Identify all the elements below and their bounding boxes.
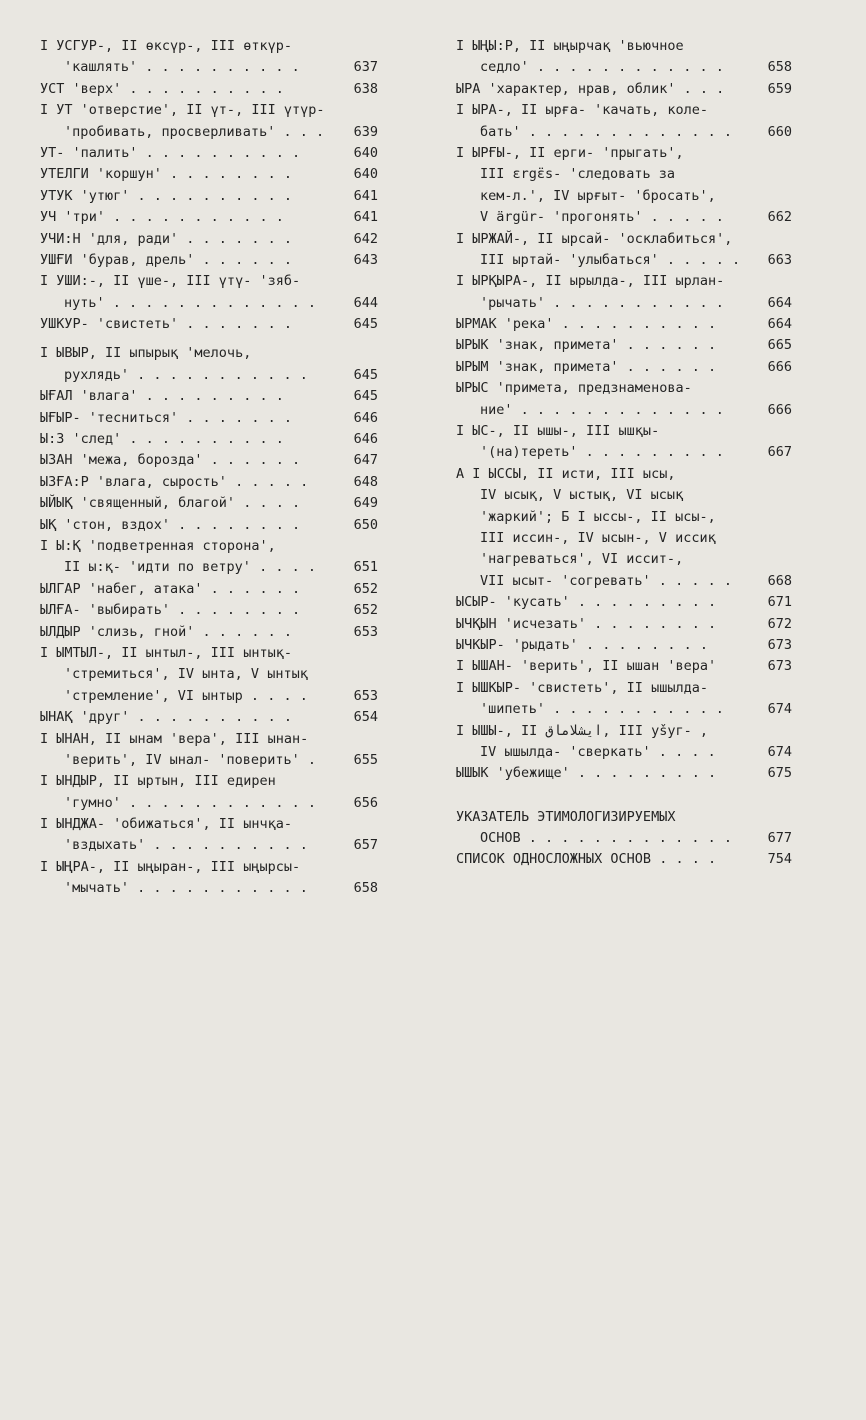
entry-text-line: 'рычать' . . . . . . . . . . . 664 [456, 293, 792, 314]
index-entry [40, 622, 378, 643]
page-number: 666 [766, 400, 792, 421]
page-number: 657 [352, 835, 378, 856]
index-entry [456, 36, 792, 79]
entry-text-line: I ЫҢЫ:Р, II ыңырчақ 'вьючное [456, 38, 684, 54]
page-number: 666 [766, 357, 792, 378]
entry-text-line: 'верить', IV ынал- 'поверить' . 655 [40, 750, 378, 771]
page-number: 662 [766, 207, 792, 228]
page-number: 754 [766, 849, 792, 870]
index-entry [40, 771, 378, 814]
entry-text-line: ЫСЫР- 'кусать' . . . . . . . . . 671 [456, 592, 792, 613]
index-entry [40, 429, 378, 450]
entry-text-line: ЫРЫС 'примета, предзнаменова- [456, 380, 692, 397]
page-number: 653 [352, 686, 378, 707]
entry-text-line: УШҒИ 'бурав, дрель' . . . . . . 643 [40, 250, 378, 271]
entry-text-line: I УСГУР-, II өксүр-, III өткүр- [40, 38, 292, 54]
entry-text-line: Ы:З 'след' . . . . . . . . . . 646 [40, 429, 378, 450]
page-number: 646 [352, 429, 378, 450]
page-number: 639 [352, 122, 378, 143]
index-entry [456, 849, 792, 870]
entry-text-line: I ЫНДЫР, II ыртын, III едирен [40, 773, 276, 790]
entry-text-line: VII ысыт- 'согревать' . . . . . 668 [456, 571, 792, 592]
index-entry [40, 343, 378, 386]
page-number: 660 [766, 122, 792, 143]
entry-text-line: III иссин-, IV ысын-, V иссиқ [480, 529, 716, 546]
entry-text-line: 'стремление', VI ынтыр . . . . 653 [40, 686, 378, 707]
index-entry [456, 614, 792, 635]
entry-text-line: 'пробивать, просверливать' . . . 639 [40, 122, 378, 143]
index-entry [456, 635, 792, 656]
entry-text-line: I УТ 'отверстие', II үт-, III үтүр- [40, 102, 325, 119]
left-index-column [40, 36, 378, 900]
index-entry [456, 271, 792, 314]
index-entry [456, 763, 792, 784]
page-number: 640 [352, 143, 378, 164]
entry-text-line: I ЫШКЫР- 'свистеть', II ышылда- [456, 679, 708, 696]
entry-text-line: ЫНАҚ 'друг' . . . . . . . . . . 654 [40, 707, 378, 728]
entry-text-line: I ЫРА-, II ырға- 'качать, коле- [456, 102, 708, 119]
index-entry [40, 707, 378, 728]
entry-text-line: ЫЧҚЫН 'исчезать' . . . . . . . . 672 [456, 614, 792, 635]
entry-text-line: УТ- 'палить' . . . . . . . . . . 640 [40, 143, 378, 164]
page-number: 643 [352, 250, 378, 271]
index-entry [456, 357, 792, 378]
page-number: 677 [766, 828, 792, 849]
page-number: 645 [352, 365, 378, 386]
page-number: 667 [766, 442, 792, 463]
entry-text-line: бать' . . . . . . . . . . . . . 660 [456, 122, 792, 143]
index-entry [456, 79, 792, 100]
index-entry [456, 464, 792, 592]
index-entry [456, 143, 792, 229]
entry-text-line: СПИСОК ОДНОСЛОЖНЫХ ОСНОВ . . . . 754 [456, 849, 792, 870]
index-entry [456, 656, 792, 677]
page-number: 637 [352, 57, 378, 78]
index-entry [456, 314, 792, 335]
page-number: 648 [352, 472, 378, 493]
index-entry [40, 207, 378, 228]
entry-text-line: II ы:қ- 'идти по ветру' . . . . 651 [40, 557, 378, 578]
entry-text-line: V ärgür- 'прогонять' . . . . . 662 [456, 207, 792, 228]
index-entry [40, 143, 378, 164]
page-number: 671 [766, 592, 792, 613]
entry-text-line: I ЫРЖАЙ-, II ырсай- 'осклабиться', [456, 230, 733, 247]
entry-text-line: 'кашлять' . . . . . . . . . . 637 [40, 57, 378, 78]
index-entry [40, 164, 378, 185]
page-number: 673 [766, 635, 792, 656]
page-number: 645 [352, 386, 378, 407]
section-gap [40, 335, 378, 343]
page-number: 673 [766, 656, 792, 677]
index-entry [40, 408, 378, 429]
entry-text-line: III ɛrgɛ̈s- 'следовать за [480, 166, 676, 183]
index-entry [456, 678, 792, 721]
page-number: 651 [352, 557, 378, 578]
entry-text-line: ЫРМАК 'река' . . . . . . . . . . 664 [456, 314, 792, 335]
index-entry [40, 450, 378, 471]
entry-text-line: 'нагреваться', VI иссит-, [480, 551, 684, 568]
entry-text-line: УШКУР- 'свистеть' . . . . . . . 645 [40, 314, 378, 335]
entry-text-line: рухлядь' . . . . . . . . . . . 645 [40, 365, 378, 386]
entry-text-line: ЫЗҒА:Р 'влага, сырость' . . . . . 648 [40, 472, 378, 493]
entry-text-line: ЫЙЫҚ 'священный, благой' . . . . 649 [40, 493, 378, 514]
entry-text-line: седло' . . . . . . . . . . . . 658 [456, 57, 792, 78]
page-number: 652 [352, 579, 378, 600]
page-number: 656 [352, 793, 378, 814]
page-number: 653 [352, 622, 378, 643]
index-entry [40, 579, 378, 600]
entry-text-line: ЫШЫК 'убежище' . . . . . . . . . 675 [456, 763, 792, 784]
entry-text-line: УЧ 'три' . . . . . . . . . . . 641 [40, 207, 378, 228]
page-number: 641 [352, 207, 378, 228]
index-entry [40, 36, 378, 79]
entry-text-line: кем-л.', IV ырғыт- 'бросать', [480, 187, 716, 204]
page-number: 647 [352, 450, 378, 471]
entry-text-line: 'гумно' . . . . . . . . . . . . 656 [40, 793, 378, 814]
entry-text-line: I ЫШЫ-, II ایشلاماق, III yšуг- , [456, 722, 708, 739]
index-entry [40, 536, 378, 579]
entry-text-line: III ыртай- 'улыбаться' . . . . . 663 [456, 250, 792, 271]
page-number: 663 [766, 250, 792, 271]
entry-text-line: '(на)тереть' . . . . . . . . . 667 [456, 442, 792, 463]
entry-text-line: ЫЛДЫР 'слизь, гной' . . . . . . 653 [40, 622, 378, 643]
entry-text-line: I ЫНАН, II ынам 'вера', III ынан- [40, 730, 309, 747]
index-entry [40, 857, 378, 900]
page-number: 650 [352, 515, 378, 536]
page-number: 664 [766, 293, 792, 314]
page-number: 659 [766, 79, 792, 100]
page-number: 646 [352, 408, 378, 429]
page-number: 642 [352, 229, 378, 250]
index-entry [456, 807, 792, 850]
page-number: 655 [352, 750, 378, 771]
page-number: 672 [766, 614, 792, 635]
entry-text-line: УЧИ:Н 'для, ради' . . . . . . . 642 [40, 229, 378, 250]
page-number: 644 [352, 293, 378, 314]
page-number: 649 [352, 493, 378, 514]
entry-text-line: I ЫҢРА-, II ыңыран-, III ыңырсы- [40, 858, 301, 875]
entry-text-line: 'шипеть' . . . . . . . . . . . 674 [456, 699, 792, 720]
entry-text-line: нуть' . . . . . . . . . . . . . 644 [40, 293, 378, 314]
entry-text-line: ЫЛҒА- 'выбирать' . . . . . . . . 652 [40, 600, 378, 621]
entry-text-line: IV ышылда- 'сверкать' . . . . 674 [456, 742, 792, 763]
index-entry [40, 100, 378, 143]
entry-text-line: ЫЛГАР 'набег, атака' . . . . . . 652 [40, 579, 378, 600]
entry-text-line: УСТ 'верх' . . . . . . . . . . 638 [40, 79, 378, 100]
entry-text-line: I Ы:Қ 'подветренная сторона', [40, 537, 276, 554]
index-entry [40, 600, 378, 621]
index-entry [40, 250, 378, 271]
entry-text-line: I УШИ:-, II үше-, III үтү- 'зяб- [40, 273, 301, 290]
index-entry [456, 592, 792, 613]
index-entry [40, 271, 378, 314]
entry-text-line: ЫРА 'характер, нрав, облик' . . . 659 [456, 79, 792, 100]
index-entry [456, 229, 792, 272]
page-number: 665 [766, 335, 792, 356]
index-entry [40, 386, 378, 407]
page-number: 654 [352, 707, 378, 728]
index-entry [40, 186, 378, 207]
page-number: 674 [766, 742, 792, 763]
entry-text-line: УТЕЛГИ 'коршун' . . . . . . . . 640 [40, 164, 378, 185]
page-number: 658 [352, 878, 378, 899]
page-number: 652 [352, 600, 378, 621]
entry-text-line: ЫҚ 'стон, вздох' . . . . . . . . 650 [40, 515, 378, 536]
entry-text-line: ЫҒЫР- 'тесниться' . . . . . . . 646 [40, 408, 378, 429]
page-number: 674 [766, 699, 792, 720]
entry-text-line: I ЫВЫР, II ыпырық 'мелочь, [40, 345, 252, 362]
index-entry [40, 643, 378, 707]
index-entry [456, 100, 792, 143]
entry-text-line: ЫРЫМ 'знак, примета' . . . . . . 666 [456, 357, 792, 378]
index-entry [456, 378, 792, 421]
page-number: 664 [766, 314, 792, 335]
entry-text-line: IV ысық, V ыстық, VI ысық [480, 487, 684, 504]
index-entry [40, 729, 378, 772]
entry-text-line: ЫЗАН 'межа, борозда' . . . . . . 647 [40, 450, 378, 471]
entry-text-line: УКАЗАТЕЛЬ ЭТИМОЛОГИЗИРУЕМЫХ [456, 808, 676, 825]
index-entry [40, 472, 378, 493]
page-number: 638 [352, 79, 378, 100]
page-number: 640 [352, 164, 378, 185]
section-gap [456, 785, 792, 807]
page-number: 668 [766, 571, 792, 592]
index-entry [456, 421, 792, 464]
index-entry [40, 79, 378, 100]
entry-text-line: УТУК 'утюг' . . . . . . . . . . 641 [40, 186, 378, 207]
right-index-column [456, 36, 792, 871]
page-number: 675 [766, 763, 792, 784]
entry-text-line: ОСНОВ . . . . . . . . . . . . . 677 [456, 828, 792, 849]
page-number: 645 [352, 314, 378, 335]
index-entry [456, 335, 792, 356]
entry-text-line: 'жаркий'; Б I ыссы-, II ысы-, [480, 508, 716, 525]
index-entry [40, 814, 378, 857]
entry-text-line: ЫРЫК 'знак, примета' . . . . . . 665 [456, 335, 792, 356]
page-number: 641 [352, 186, 378, 207]
entry-text-line: 'вздыхать' . . . . . . . . . . 657 [40, 835, 378, 856]
entry-text-line: I ЫРҚЫРА-, II ырылда-, III ырлан- [456, 273, 725, 290]
index-entry [40, 493, 378, 514]
page-number: 658 [766, 57, 792, 78]
entry-text-line: 'стремиться', IV ынта, V ынтық [64, 666, 308, 683]
entry-text-line: ЫЧКЫР- 'рыдать' . . . . . . . . 673 [456, 635, 792, 656]
index-entry [40, 229, 378, 250]
entry-text-line: I ЫШАН- 'верить', II ышан 'вера' 673 [456, 656, 792, 677]
entry-text-line: I ЫНДЖА- 'обижаться', II ынчқа- [40, 816, 292, 833]
index-entry [40, 515, 378, 536]
index-entry [456, 721, 792, 764]
entry-text-line: 'мычать' . . . . . . . . . . . 658 [40, 878, 378, 899]
entry-text-line: I ЫМТЫЛ-, II ынтыл-, III ынтық- [40, 644, 292, 661]
entry-text-line: ЫҒАЛ 'влага' . . . . . . . . . 645 [40, 386, 378, 407]
entry-text-line: I ЫРҒЫ-, II ерги- 'прыгать', [456, 144, 684, 161]
entry-text-line: А I ЫССЫ, II исти, III ысы, [456, 465, 676, 482]
index-entry [40, 314, 378, 335]
entry-text-line: I ЫС-, II ышы-, III ышқы- [456, 423, 660, 440]
entry-text-line: ние' . . . . . . . . . . . . . 666 [456, 400, 792, 421]
